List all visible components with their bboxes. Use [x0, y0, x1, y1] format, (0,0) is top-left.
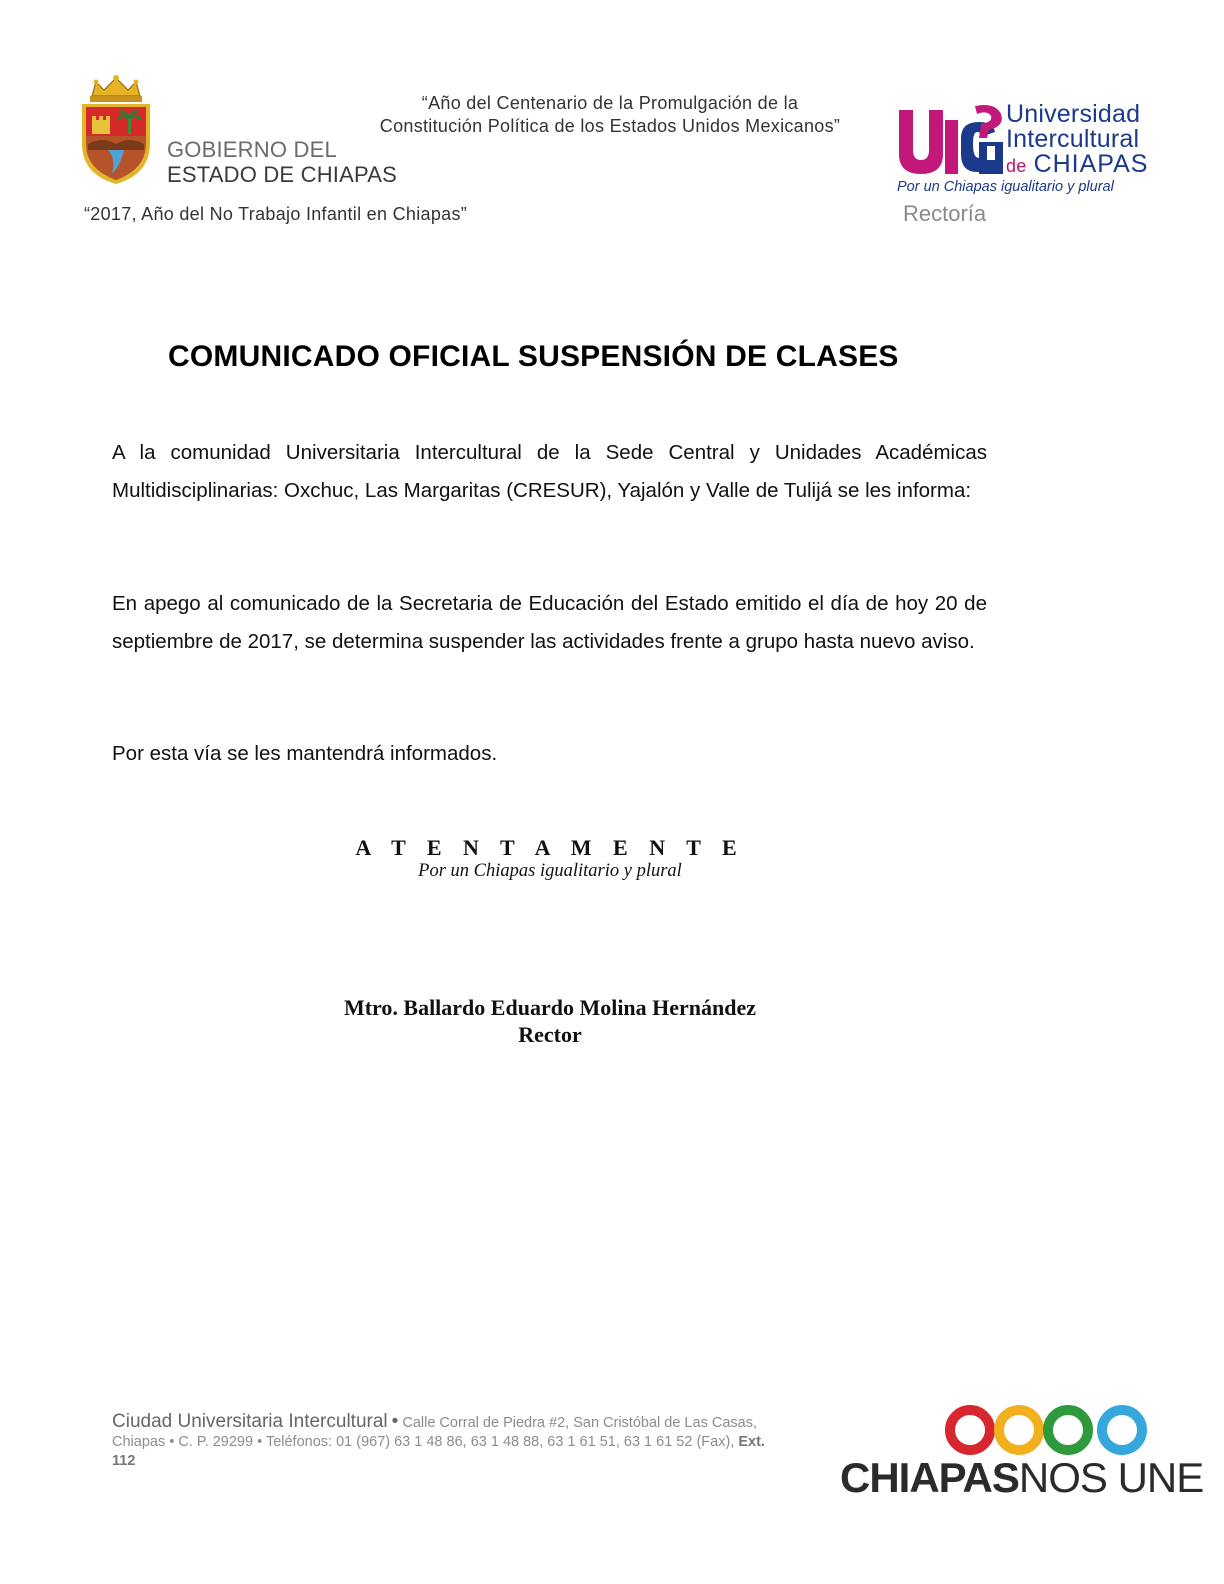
chiapas-nos-une-slogan [840, 1455, 1203, 1501]
centenary-legend [350, 92, 870, 138]
footer-bullet: • [169, 1434, 175, 1450]
signer-name: Mtro. Ballardo Eduardo Molina Hernández [343, 995, 757, 1020]
slogan-light: NOS UNE [1018, 1454, 1204, 1501]
footer-street: Calle Corral de Piedra #2, San Cristóbal de Las Casas, Chiapas [112, 1415, 757, 1450]
body-paragraph-2: En apego al comunicado de la Secretaria de Educación del Estado emitido el día de hoy 20 de septiembre de 2017, se determina suspender las actividades frente a grupo hasta nuevo aviso. [112, 592, 987, 653]
university-name-line1: Universidad [1006, 100, 1141, 128]
closing-salutation: A T E N T A M E N T E [355, 835, 745, 860]
university-tagline: Por un Chiapas igualitario y plural [897, 179, 1114, 195]
signer-title: Rector [518, 1022, 582, 1047]
footer-address [112, 1412, 792, 1471]
body-paragraph-1: A la comunidad Universitaria Intercultural de la Sede Central y Unidades Académicas Multidisciplinarias: Oxchuc, Las Margaritas (CRESUR), Yajalón y Valle de Tulijá se les informa: [112, 441, 987, 502]
university-name-de: de [1006, 156, 1027, 176]
footer-bullet: • [391, 1411, 399, 1432]
footer-campus: Ciudad Universitaria Intercultural [112, 1411, 388, 1432]
university-name [1006, 102, 1148, 179]
government-name [167, 137, 397, 187]
body-paragraph-3: Por esta vía se les mantendrá informados. [112, 742, 498, 765]
slogan-bold: CHIAPAS [840, 1454, 1019, 1501]
university-name-line2: Intercultural [1006, 125, 1140, 153]
footer-postal-code: C. P. 29299 [178, 1434, 254, 1450]
unich-logo-mark [895, 102, 1007, 180]
university-name-line3: CHIAPAS [1033, 150, 1149, 178]
office-name: Rectoría [903, 201, 987, 226]
government-name-line1: GOBIERNO DEL [167, 137, 337, 162]
closing-motto: Por un Chiapas igualitario y plural [418, 861, 682, 881]
footer-extension: Ext. 112 [112, 1434, 765, 1469]
chiapas-rings-logo [944, 1402, 1154, 1458]
document-title: COMUNICADO OFICIAL SUSPENSIÓN DE CLASES [168, 340, 899, 373]
centenary-legend-line1: “Año del Centenario de la Promulgación de la [421, 93, 799, 113]
footer-phones: Teléfonos: 01 (967) 63 1 48 86, 63 1 48 88, 63 1 61 51, 63 1 61 52 (Fax), [265, 1434, 735, 1450]
centenary-legend-line2: Constitución Política de los Estados Unidos Mexicanos” [379, 116, 841, 136]
footer-bullet: • [257, 1434, 263, 1450]
chiapas-coat-of-arms-logo [78, 74, 154, 186]
year-slogan: “2017, Año del No Trabajo Infantil en Chiapas” [84, 204, 468, 224]
government-name-line2: ESTADO DE CHIAPAS [167, 162, 397, 187]
